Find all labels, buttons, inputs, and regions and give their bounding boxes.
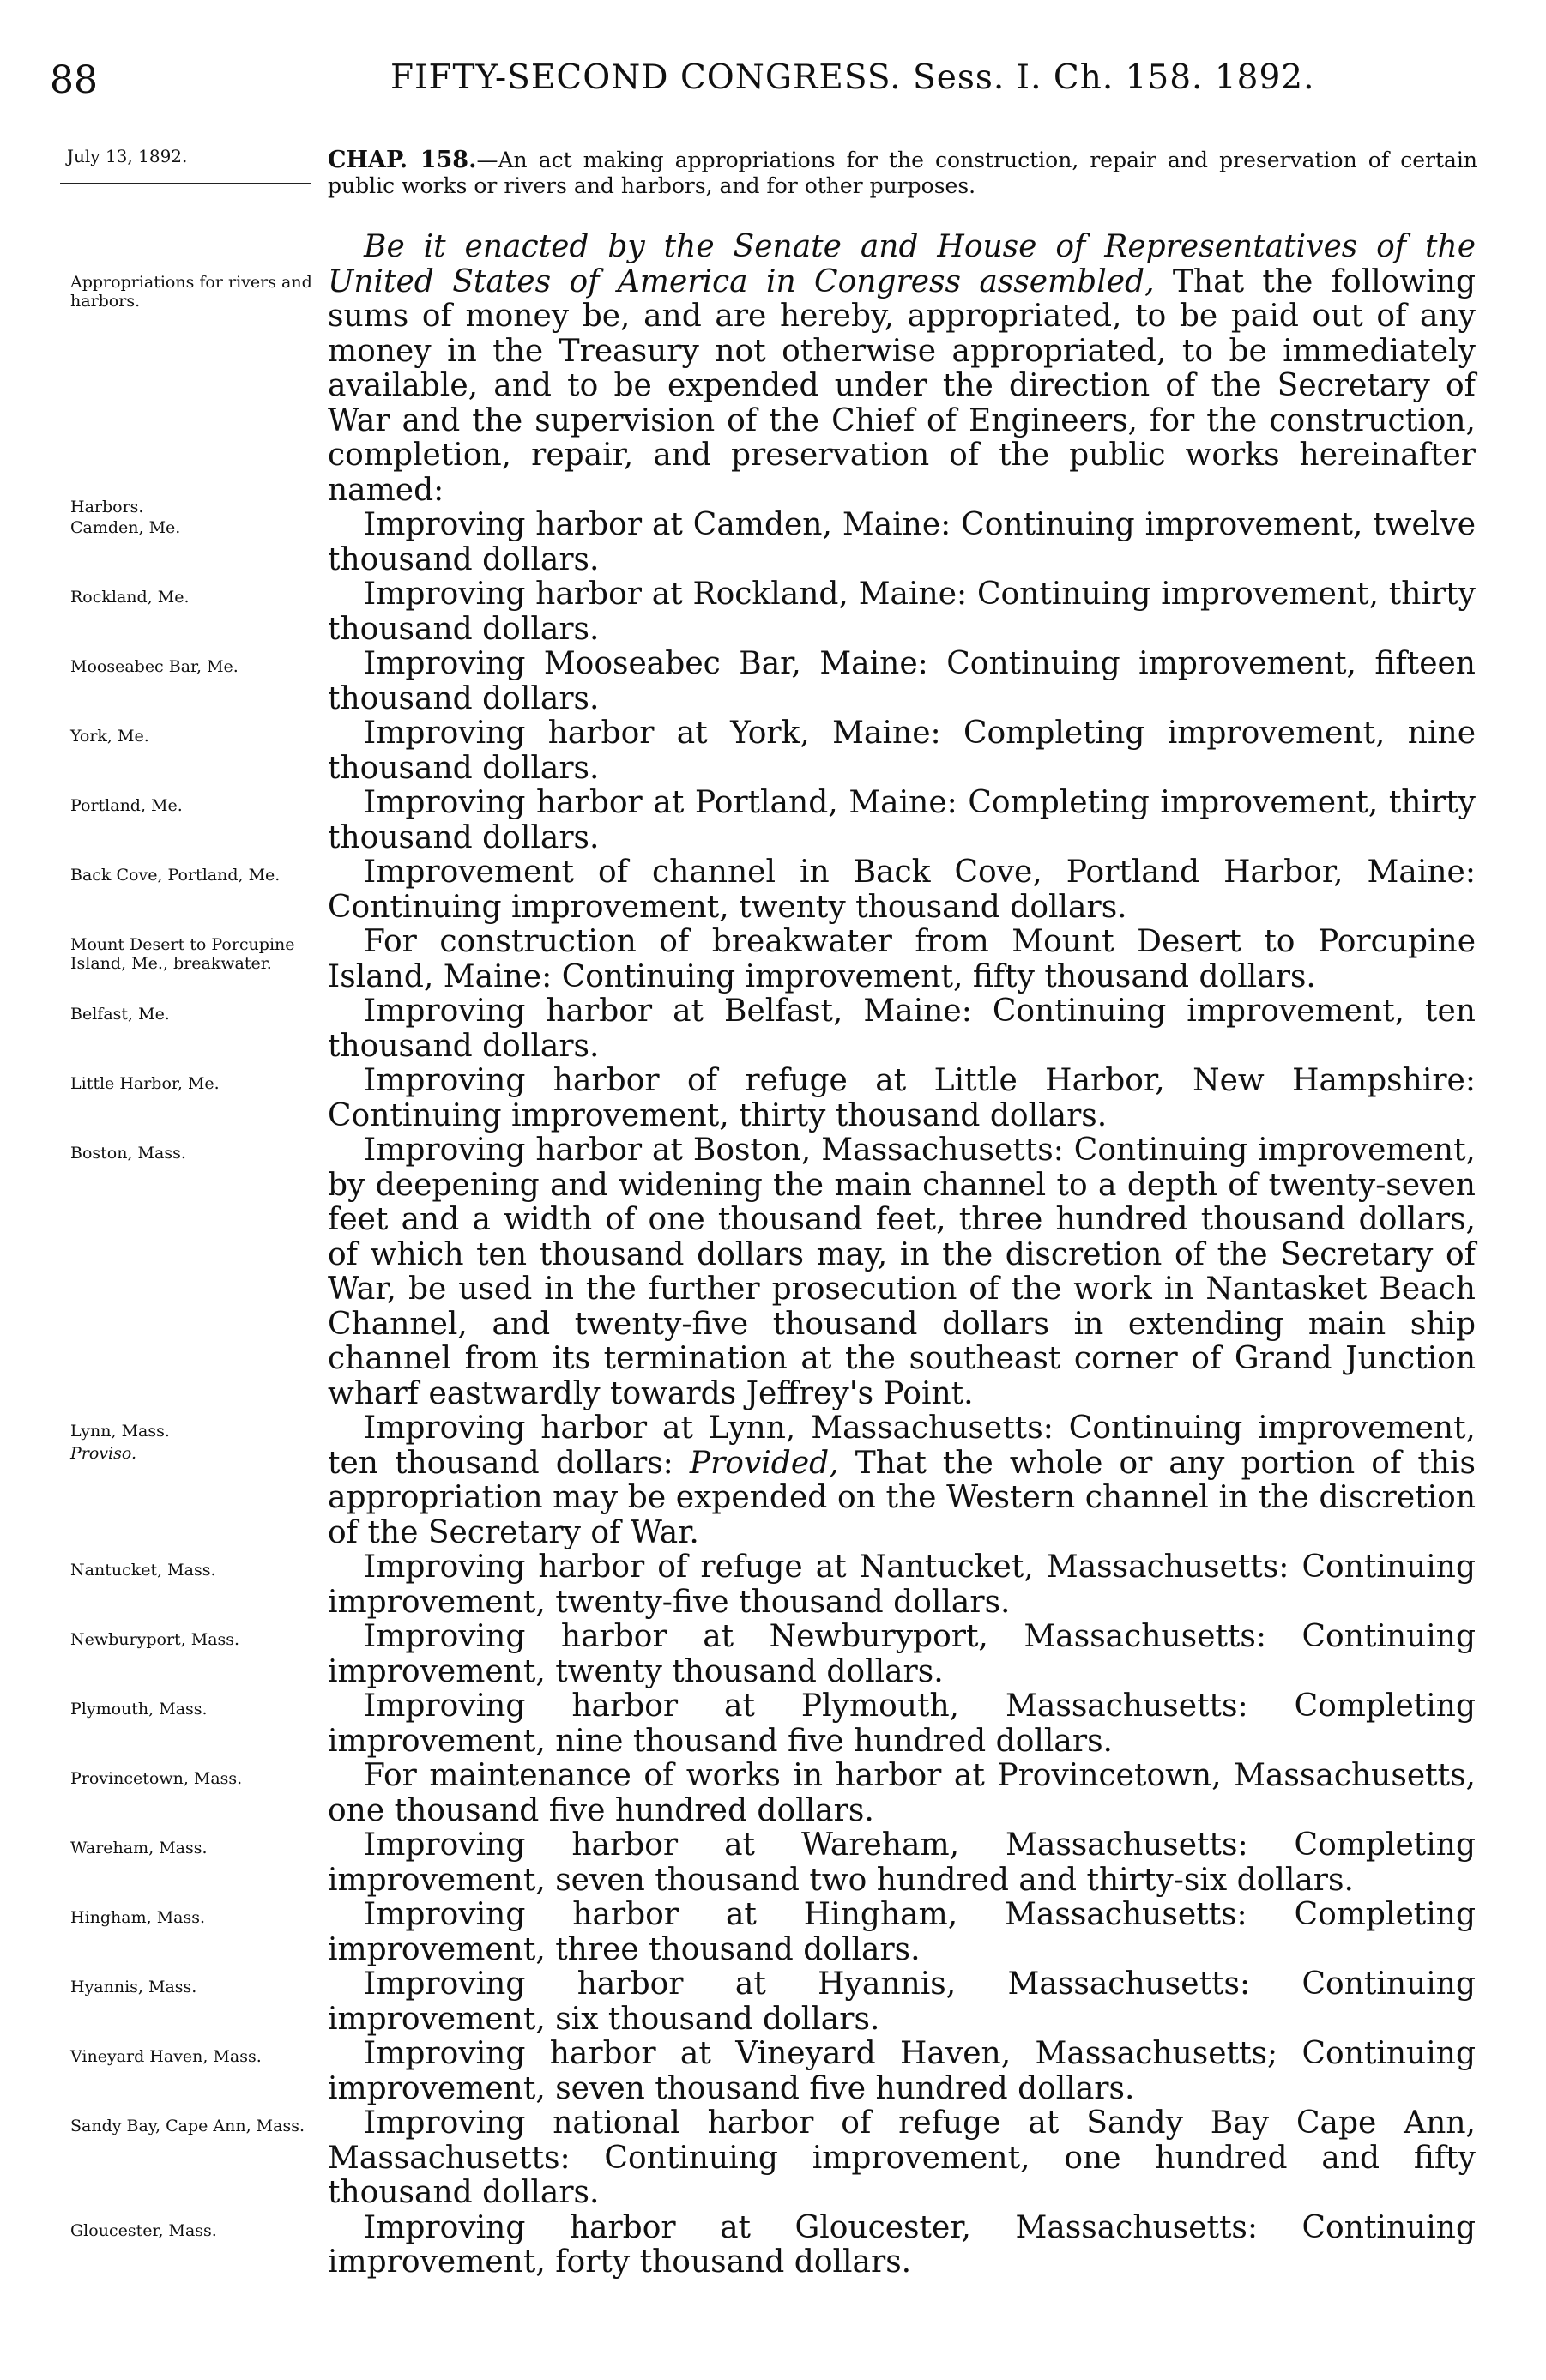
chapter-label: CHAP. 158. xyxy=(328,147,477,173)
margin-note: Little Harbor, Me. xyxy=(70,1074,220,1093)
appropriation-paragraph: Improving harbor at Newburyport, Massachusetts: Continuing improvement, twenty thousand dollars. xyxy=(328,1619,1476,1689)
lynn-after: That the whole or any portion of this appropriation may be expended on the Western channel in the discretion of the Secretary of War. xyxy=(328,1445,1476,1550)
appropriation-paragraph: Improving harbor at Hyannis, Massachusetts: Continuing improvement, six thousand dollars. xyxy=(328,1966,1476,2037)
appropriation-paragraph: Improving harbor at Belfast, Maine: Continuing improvement, ten thousand dollars. xyxy=(328,994,1476,1064)
appropriation-paragraph: For construction of breakwater from Mount Desert to Porcupine Island, Maine: Continuing improvement, fifty thousand dollars. xyxy=(328,924,1476,994)
appropriation-paragraph: Improving harbor at York, Maine: Completing improvement, nine thousand dollars. xyxy=(328,716,1476,786)
date-rule xyxy=(60,183,311,184)
appropriation-paragraph: Improving national harbor of refuge at Sandy Bay Cape Ann, Massachusetts: Continuing improvement, one hundred and fifty thousand dollars. xyxy=(328,2105,1476,2210)
appropriation-paragraph: Improving harbor at Rockland, Maine: Continuing improvement, thirty thousand dollars. xyxy=(328,577,1476,647)
margin-note: Appropriations for rivers and harbors. xyxy=(70,273,312,311)
margin-note: Nantucket, Mass. xyxy=(70,1561,216,1580)
appropriation-paragraph: Improving harbor at Boston, Massachusetts: Continuing improvement, by deepening and widening the main channel to a depth of twenty-seven feet and a width of one thousand feet, three hundred thousand dollars, of which ten thousand dollars may, in the discretion of the Secretary of War, be used in the further prosecution of the work in Nantasket Beach Channel, and twenty-five thousand dollars in extending main ship channel from its termination at the southeast corner of Grand Junction wharf eastwardly towards Jeffrey's Point. xyxy=(328,1133,1476,1411)
margin-note: Back Cove, Portland, Me. xyxy=(70,866,281,885)
statute-body xyxy=(328,230,1476,2280)
margin-note: York, Me. xyxy=(70,727,149,746)
appropriation-paragraph: Improving harbor of refuge at Nantucket, Massachusetts: Continuing improvement, twenty-five thousand dollars. xyxy=(328,1549,1476,1620)
margin-note: Provincetown, Mass. xyxy=(70,1769,243,1788)
margin-note: Plymouth, Mass. xyxy=(70,1700,208,1719)
appropriation-paragraph: Improving harbor at Gloucester, Massachusetts: Continuing improvement, forty thousand dollars. xyxy=(328,2209,1476,2280)
margin-note: Wareham, Mass. xyxy=(70,1839,208,1857)
appropriation-paragraph: Improving harbor at Hingham, Massachusetts: Completing improvement, three thousand dollars. xyxy=(328,1897,1476,1967)
running-head: FIFTY-SECOND CONGRESS. Sess. I. Ch. 158. 1892. xyxy=(390,58,1315,97)
appropriation-paragraph: Improvement of channel in Back Cove, Portland Harbor, Maine: Continuing improvement, twenty thousand dollars. xyxy=(328,855,1476,925)
enacting-italic: Be it enacted by the Senate and House of Representatives of the United States of America in Congress assembled, xyxy=(328,229,1476,299)
lynn-paragraph xyxy=(328,1411,1476,1550)
enacting-clause xyxy=(328,230,1476,508)
appropriation-paragraph: Improving Mooseabec Bar, Maine: Continuing improvement, fifteen thousand dollars. xyxy=(328,646,1476,716)
appropriation-paragraph: Improving harbor at Wareham, Massachusetts: Completing improvement, seven thousand two hundred and thirty-six dollars. xyxy=(328,1827,1476,1898)
appropriation-paragraph: Improving harbor at Plymouth, Massachusetts: Completing improvement, nine thousand five hundred dollars. xyxy=(328,1688,1476,1759)
margin-note: Rockland, Me. xyxy=(70,588,190,607)
appropriation-paragraph: Improving harbor at Vineyard Haven, Massachusetts; Continuing improvement, seven thousand five hundred dollars. xyxy=(328,2036,1476,2106)
chapter-heading xyxy=(328,148,1477,199)
appropriation-paragraph: Improving harbor of refuge at Little Harbor, New Hampshire: Continuing improvement, thirty thousand dollars. xyxy=(328,1063,1476,1133)
margin-note: Hingham, Mass. xyxy=(70,1908,206,1927)
margin-note: Harbors. xyxy=(70,498,144,516)
margin-note: Newburyport, Mass. xyxy=(70,1630,240,1649)
margin-note: Sandy Bay, Cape Ann, Mass. xyxy=(70,2117,305,2135)
margin-note: Mount Desert to Porcupine Island, Me., breakwater. xyxy=(70,935,295,973)
margin-note: Gloucester, Mass. xyxy=(70,2221,217,2240)
chapter-title: —An act making appropriations for the construction, repair and preservation of certain public works or rivers and harbors, and for other purposes. xyxy=(328,148,1477,198)
margin-note: Hyannis, Mass. xyxy=(70,1978,197,1996)
page-number: 88 xyxy=(50,58,98,102)
proviso-word: Provided, xyxy=(689,1445,839,1481)
appropriation-paragraph: Improving harbor at Portland, Maine: Completing improvement, thirty thousand dollars. xyxy=(328,785,1476,855)
margin-note: Proviso. xyxy=(70,1444,137,1463)
lynn-before: Improving harbor at Lynn, Massachusetts: Continuing improvement, ten thousand dollars: xyxy=(328,1410,1476,1481)
margin-note: Mooseabec Bar, Me. xyxy=(70,657,239,676)
margin-note: Portland, Me. xyxy=(70,796,183,815)
appropriation-paragraph: Improving harbor at Camden, Maine: Continuing improvement, twelve thousand dollars. xyxy=(328,507,1476,577)
enacting-text: That the following sums of money be, and are hereby, appropriated, to be paid out of any money in the Treasury not otherwise appropriated, to be immediately available, and to be expended under the direction of the Secretary of War and the supervision of the Chief of Engineers, for the construction, completion, repair, and preservation of the public works hereinafter named: xyxy=(328,263,1476,508)
date-note: July 13, 1892. xyxy=(67,146,188,166)
margin-note: Boston, Mass. xyxy=(70,1144,186,1163)
margin-note: Camden, Me. xyxy=(70,518,181,537)
margin-note: Lynn, Mass. xyxy=(70,1422,170,1441)
margin-note: Vineyard Haven, Mass. xyxy=(70,2047,262,2066)
appropriation-paragraph: For maintenance of works in harbor at Provincetown, Massachusetts, one thousand five hundred dollars. xyxy=(328,1758,1476,1828)
margin-note: Belfast, Me. xyxy=(70,1005,170,1024)
